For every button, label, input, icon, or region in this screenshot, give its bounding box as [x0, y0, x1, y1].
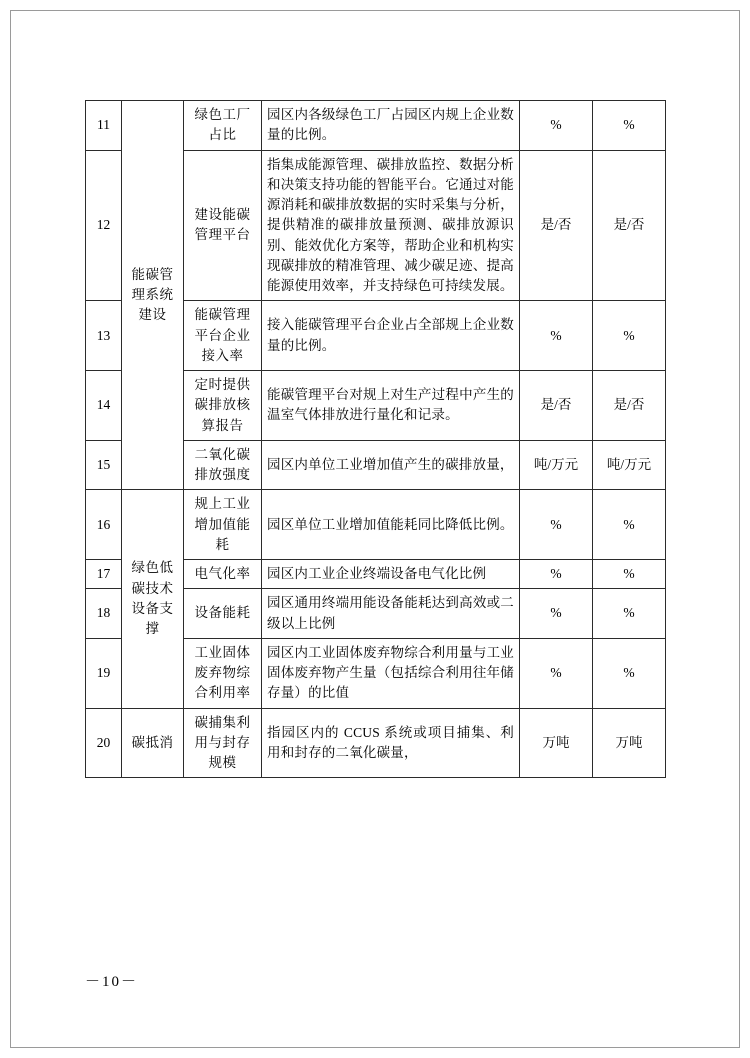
row-unit-2: % — [593, 638, 666, 708]
row-indicator: 工业固体废弃物综合利用率 — [184, 638, 262, 708]
row-indicator: 碳捕集利用与封存规模 — [184, 708, 262, 778]
row-indicator: 电气化率 — [184, 560, 262, 589]
row-description: 园区单位工业增加值能耗同比降低比例。 — [262, 490, 520, 560]
table-container — [85, 100, 665, 778]
row-unit-1: 万吨 — [520, 708, 593, 778]
row-category: 碳抵消 — [122, 708, 184, 778]
row-unit-2: % — [593, 560, 666, 589]
row-category: 能碳管理系统建设 — [122, 101, 184, 490]
row-number: 12 — [86, 150, 122, 301]
row-unit-1: % — [520, 589, 593, 639]
row-unit-2: % — [593, 490, 666, 560]
row-unit-1: % — [520, 301, 593, 371]
row-unit-2: % — [593, 101, 666, 151]
row-description: 园区内各级绿色工厂占园区内规上企业数量的比例。 — [262, 101, 520, 151]
row-number: 17 — [86, 560, 122, 589]
row-number: 18 — [86, 589, 122, 639]
indicator-table — [85, 100, 666, 778]
row-number: 19 — [86, 638, 122, 708]
row-indicator: 规上工业增加值能耗 — [184, 490, 262, 560]
row-description: 指园区内的 CCUS 系统或项目捕集、利用和封存的二氧化碳量， — [262, 708, 520, 778]
row-unit-1: % — [520, 101, 593, 151]
row-unit-1: % — [520, 490, 593, 560]
row-unit-2: 是/否 — [593, 150, 666, 301]
row-description: 能碳管理平台对规上对生产过程中产生的温室气体排放进行量化和记录。 — [262, 371, 520, 441]
row-number: 14 — [86, 371, 122, 441]
row-description: 园区通用终端用能设备能耗达到高效或二级以上比例 — [262, 589, 520, 639]
row-description: 园区内单位工业增加值产生的碳排放量， — [262, 440, 520, 490]
row-indicator: 绿色工厂占比 — [184, 101, 262, 151]
row-number: 13 — [86, 301, 122, 371]
table-row — [86, 101, 666, 151]
row-unit-2: % — [593, 301, 666, 371]
table-row — [86, 490, 666, 560]
row-unit-1: 吨/万元 — [520, 440, 593, 490]
row-unit-1: 是/否 — [520, 371, 593, 441]
row-category: 绿色低碳技术设备支撑 — [122, 490, 184, 708]
row-number: 20 — [86, 708, 122, 778]
row-number: 15 — [86, 440, 122, 490]
row-unit-2: % — [593, 589, 666, 639]
row-number: 11 — [86, 101, 122, 151]
row-unit-2: 万吨 — [593, 708, 666, 778]
row-indicator: 能碳管理平台企业接入率 — [184, 301, 262, 371]
row-description: 园区内工业企业终端设备电气化比例 — [262, 560, 520, 589]
row-unit-1: 是/否 — [520, 150, 593, 301]
row-indicator: 二氧化碳排放强度 — [184, 440, 262, 490]
row-indicator: 定时提供碳排放核算报告 — [184, 371, 262, 441]
row-unit-2: 吨/万元 — [593, 440, 666, 490]
row-unit-2: 是/否 — [593, 371, 666, 441]
row-number: 16 — [86, 490, 122, 560]
row-unit-1: % — [520, 560, 593, 589]
page-number: －10－ — [85, 974, 139, 990]
row-description: 接入能碳管理平台企业占全部规上企业数量的比例。 — [262, 301, 520, 371]
table-row — [86, 708, 666, 778]
row-unit-1: % — [520, 638, 593, 708]
row-indicator: 建设能碳管理平台 — [184, 150, 262, 301]
row-description: 园区内工业固体废弃物综合利用量与工业固体废弃物产生量（包括综合利用往年储存量）的比值 — [262, 638, 520, 708]
row-indicator: 设备能耗 — [184, 589, 262, 639]
row-description: 指集成能源管理、碳排放监控、数据分析和决策支持功能的智能平台。它通过对能源消耗和碳排放数据的实时采集与分析，提供精准的碳排放量预测、碳排放源识别、能效优化方案等，帮助企业和机构实现碳排放的精准管理、减少碳足迹、提高能源使用效率，并支持绿色可持续发展。 — [262, 150, 520, 301]
